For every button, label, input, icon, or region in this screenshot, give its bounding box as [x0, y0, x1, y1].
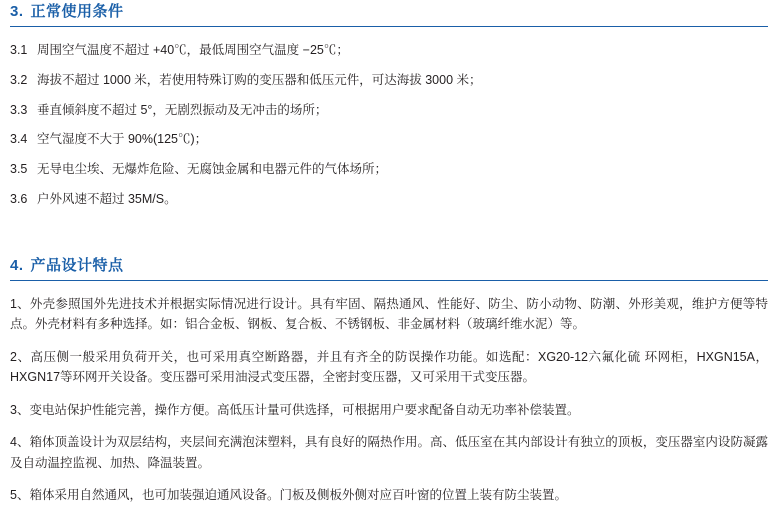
paragraph: 2、高压侧一般采用负荷开关，也可采用真空断路器，并且有齐全的防误操作功能。如选配：XG20-12六氟化硫 环网柜，HXGN15A，HXGN17等环网开关设备。变压器可采用油浸式变压器，全密封变压器，又可采用干式变压器。 — [10, 349, 768, 384]
section-4-title: 产品设计特点 — [30, 256, 124, 274]
section-3-title: 正常使用条件 — [30, 3, 124, 20]
section-4-number: 4. — [10, 256, 24, 274]
section-3-divider — [10, 26, 768, 27]
list-item-index: 3.4 — [10, 132, 28, 147]
section-3-heading — [10, 0, 768, 26]
section-4-heading — [10, 254, 768, 280]
list-item — [10, 101, 768, 120]
paragraph: 3、变电站保护性能完善，操作方便。高低压计量可供选择，可根据用户要求配备自动无功率补偿装置。 — [10, 402, 580, 417]
list-item-text: 无导电尘埃、无爆炸危险、无腐蚀金属和电器元件的气体场所； — [37, 162, 388, 176]
list-item-index: 3.1 — [10, 43, 28, 57]
section-product-design-features — [10, 254, 768, 506]
list-item-text: 空气湿度不大于 90%(125℃)； — [37, 132, 208, 147]
section-4-divider — [10, 280, 768, 281]
list-item-index: 3.2 — [10, 72, 28, 87]
list-item — [10, 71, 768, 90]
list-item-index: 3.6 — [10, 191, 28, 206]
list-item-index: 3.5 — [10, 162, 28, 176]
list-item-text: 户外风速不超过 35M/S。 — [37, 191, 177, 206]
section-4-paragraph-list — [10, 294, 768, 506]
section-normal-operating-conditions — [10, 0, 768, 209]
list-item-text: 周围空气温度不超过 +40℃，最低周围空气温度 −25℃； — [37, 43, 349, 57]
paragraph: 1、外壳参照国外先进技术并根据实际情况进行设计。具有牢固、隔热通风、性能好、防尘、防小动物、防潮、外形美观，维护方便等特点。外壳材料有多种选择。如：铝合金板、钢板、复合板、不锈钢板、非金属材料（玻璃纤维水泥）等。 — [10, 296, 768, 331]
list-item — [10, 41, 768, 60]
section-3-number: 3. — [10, 3, 24, 20]
section-3-item-list — [10, 41, 768, 209]
list-item-index: 3.3 — [10, 102, 28, 117]
paragraph: 4、箱体顶盖设计为双层结构，夹层间充满泡沫塑料，具有良好的隔热作用。高、低压室在其内部设计有独立的顶板，变压器室内设防凝露及自动温控监视、加热、降温装置。 — [10, 435, 768, 470]
list-item — [10, 160, 768, 179]
section-spacer — [10, 220, 768, 254]
list-item — [10, 130, 768, 149]
list-item — [10, 190, 768, 209]
list-item-text: 垂直倾斜度不超过 5°，无剧烈振动及无冲击的场所； — [37, 102, 328, 117]
list-item-text: 海拔不超过 1000 米，若使用特殊订购的变压器和低压元件，可达海拔 3000 米； — [37, 72, 482, 87]
paragraph: 5、箱体采用自然通风，也可加装强迫通风设备。门板及侧板外侧对应百叶窗的位置上装有防尘装置。 — [10, 488, 567, 503]
